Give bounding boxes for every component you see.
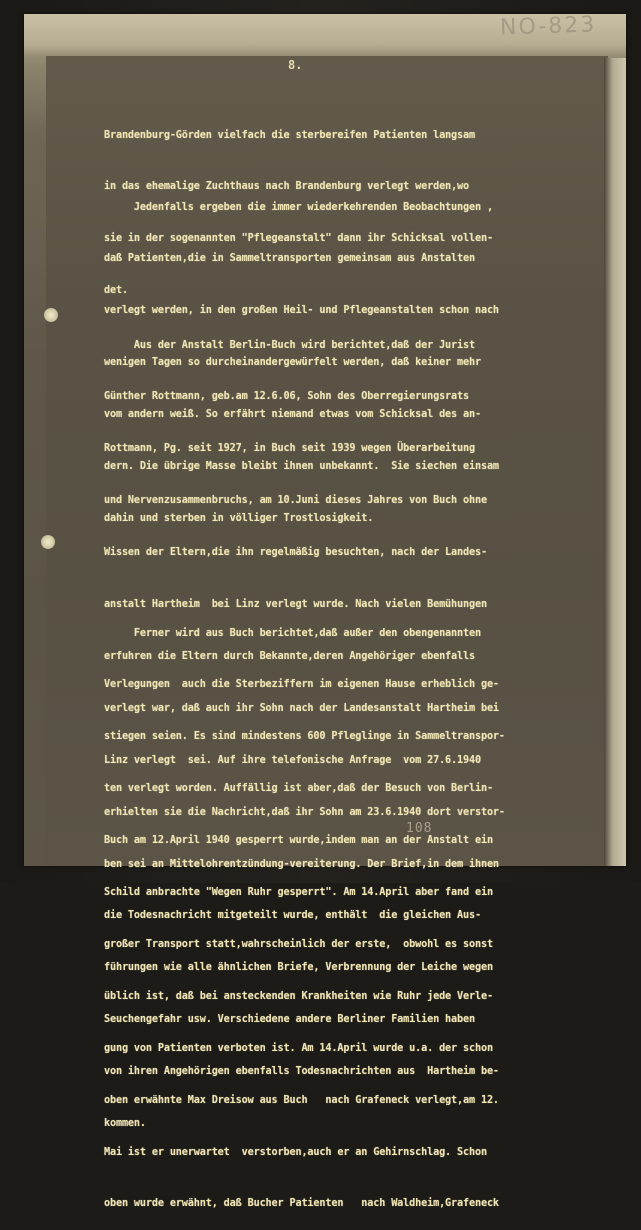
punch-hole-bottom xyxy=(41,535,55,549)
text-line: sie in der sogenannten "Pflegeanstalt" dann ihr Schicksal vollen- xyxy=(104,233,493,245)
text-line: führungen wie alle ähnlichen Briefe, Verbrennung der Leiche wegen xyxy=(104,962,493,974)
text-line: stiegen seien. Es sind mindestens 600 Pfleglinge in Sammeltranspor- xyxy=(104,731,505,743)
text-line: und Nervenzusammenbruchs, am 10.Juni dieses Jahres von Buch ohne xyxy=(104,495,487,507)
text-line: erfuhren die Eltern durch Bekannte,deren Angehöriger ebenfalls xyxy=(104,650,475,662)
text-line: Brandenburg-Görden vielfach die sterbereifen Patienten langsam xyxy=(104,129,475,141)
text-line: Aus der Anstalt Berlin-Buch wird berichtet,daß der Jurist xyxy=(104,339,475,351)
text-line: Seuchengefahr usw. Verschiedene andere Berliner Familien haben xyxy=(104,1014,475,1026)
text-line: verlegt werden, in den großen Heil- und Pflegeanstalten schon nach xyxy=(104,305,499,317)
text-line: in das ehemalige Zuchthaus nach Brandenburg verlegt werden,wo xyxy=(104,181,469,193)
footer-page-number: 108 xyxy=(406,821,433,836)
text-line: det. xyxy=(104,285,128,297)
text-line: Buch am 12.April 1940 gesperrt wurde,indem man an der Anstalt ein xyxy=(104,835,493,847)
text-line: dern. Die übrige Masse bleibt ihnen unbekannt. Sie siechen einsam xyxy=(104,461,499,473)
page-number: 8. xyxy=(288,58,303,72)
text-line: gung von Patienten verboten ist. Am 14.April wurde u.a. der schon xyxy=(104,1042,493,1054)
text-line: die Todesnachricht mitgeteilt wurde, enthält die gleichen Aus- xyxy=(104,910,481,922)
text-line: von ihren Angehörigen ebenfalls Todesnachrichten aus Hartheim be- xyxy=(104,1066,499,1078)
archive-document-number: NO-823 xyxy=(499,12,597,41)
text-line: ten verlegt worden. Auffällig ist aber,daß der Besuch von Berlin- xyxy=(104,783,493,795)
text-line: Mai ist er unerwartet verstorben,auch er an Gehirnschlag. Schon xyxy=(104,1146,487,1158)
paragraph-4 xyxy=(104,590,604,1230)
text-line: Rottmann, Pg. seit 1927, in Buch seit 1939 wegen Überarbeitung xyxy=(104,443,475,455)
punch-hole-top xyxy=(44,308,58,322)
text-line: Günther Rottmann, geb.am 12.6.06, Sohn des Oberregierungsrats xyxy=(104,391,469,403)
text-line: vom andern weiß. So erfährt niemand etwas vom Schicksal des an- xyxy=(104,409,481,421)
text-line: oben erwähnte Max Dreisow aus Buch nach Grafeneck verlegt,am 12. xyxy=(104,1094,499,1106)
folder-right-edge xyxy=(604,58,626,866)
text-line: ben sei an Mittelohrentzündung-vereiterung. Der Brief,in dem ihnen xyxy=(104,858,499,870)
text-line: Verlegungen auch die Sterbeziffern im eigenen Hause erheblich ge- xyxy=(104,679,499,691)
text-line: Jedenfalls ergeben die immer wiederkehrenden Beobachtungen , xyxy=(104,201,493,213)
text-line: Ferner wird aus Buch berichtet,daß außer den obengenannten xyxy=(104,627,481,639)
text-line: anstalt Hartheim bei Linz verlegt wurde. Nach vielen Bemühungen xyxy=(104,599,487,611)
text-line: Wissen der Eltern,die ihn regelmäßig besuchten, nach der Landes- xyxy=(104,547,487,559)
text-line: wenigen Tagen so durcheinandergewürfelt werden, daß keiner mehr xyxy=(104,357,481,369)
text-line: kommen. xyxy=(104,1117,146,1129)
text-line: Schild anbrachte "Wegen Ruhr gesperrt". Am 14.April aber fand ein xyxy=(104,887,493,899)
text-line: erhielten sie die Nachricht,daß ihr Sohn am 23.6.1940 dort verstor- xyxy=(104,806,505,818)
text-line: daß Patienten,die in Sammeltransporten gemeinsam aus Anstalten xyxy=(104,253,475,265)
text-line: dahin und sterben in völliger Trostlosigkeit. xyxy=(104,512,374,524)
text-line: großer Transport statt,wahrscheinlich der erste, obwohl es sonst xyxy=(104,938,493,950)
text-line: verlegt war, daß auch ihr Sohn nach der Landesanstalt Hartheim bei xyxy=(104,702,499,714)
text-line: oben wurde erwähnt, daß Bucher Patienten nach Waldheim,Grafeneck xyxy=(104,1198,499,1210)
text-line: üblich ist, daß bei ansteckenden Krankheiten wie Ruhr jede Verle- xyxy=(104,990,493,1002)
text-line: Linz verlegt sei. Auf ihre telefonische Anfrage vom 27.6.1940 xyxy=(104,754,481,766)
